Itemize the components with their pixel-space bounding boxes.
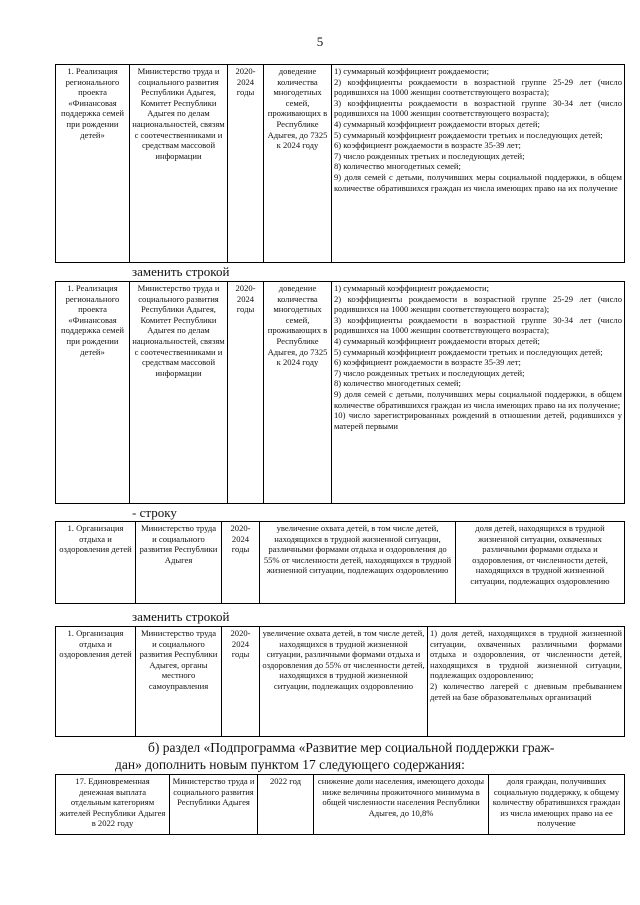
indicator: 1) суммарный коэффициент рождаемости; — [334, 66, 490, 76]
indicator: 6) коэффициент рождаемости в возрасте 35-39 лет; — [334, 357, 521, 368]
indicator: 7) число рожденных третьих и последующих детей; — [334, 150, 525, 161]
cell-result: доведение количества многодетных семей, проживающих в Республике Адыгея, до 7325 к 2024 году — [264, 65, 332, 263]
cell-indicators — [332, 282, 625, 504]
cell-name: 17. Единовременная денежная выплата отдельным категориям жителей Республики Адыгея в 2022 году — [56, 775, 170, 835]
table-row5 — [55, 774, 625, 835]
indicator: 3) коэффициенты рождаемости в возрастной группе 30-34 лет (число родившихся на 1000 женщин соответствующего возраста); — [334, 97, 622, 119]
cell-indicators — [428, 627, 625, 737]
cell-period: 2020-2024 годы — [222, 627, 260, 737]
cell-result: снижение доли населения, имеющего доходы ниже величины прожиточного минимума в общей численности населения Республики Адыгея, до 10,8% — [314, 775, 489, 835]
indicator: 9) доля семей с детьми, получивших меры социальной поддержки, в общем количестве обратившихся граждан из числа имеющих право на их получение — [334, 171, 622, 193]
section-heading-line2: дан» дополнить новым пунктом 17 следующего содержания: — [115, 757, 465, 772]
cell-executor: Министерство труда и социального развития Республики Адыгея — [136, 522, 222, 604]
cell-executor: Министерство труда и социального развития Республики Адыгея — [170, 775, 258, 835]
indicator: 1) суммарный коэффициент рождаемости; — [334, 283, 490, 293]
cell-result: увеличение охвата детей, в том числе детей, находящихся в трудной жизненной ситуации, различными формами отдыха и оздоровления до 55% от численности детей, находящихся в трудной жизненной ситуации, подлежащих оздоровлению — [260, 627, 428, 737]
cell-name: 1. Организация отдыха и оздоровления детей — [56, 627, 136, 737]
cell-executor: Министерство труда и социального развития Республики Адыгея, Комитет Республики Адыгея по делам национальностей, связям с соотечественниками и средствам массовой информации — [130, 65, 228, 263]
caption-replace: заменить строкой — [132, 264, 230, 279]
cell-indicators: доля детей, находящихся в трудной жизненной ситуации, охваченных различными формами отдыха и оздоровления, от численности детей, находящихся в трудной жизненной ситуации, подлежащих оздоровлению — [456, 522, 625, 604]
indicator: 5) суммарный коэффициент рождаемости третьих и последующих детей; — [334, 129, 603, 140]
table-row3 — [55, 521, 625, 604]
table-row4 — [55, 626, 625, 737]
cell-period: 2022 год — [258, 775, 314, 835]
section-heading-line1: б) раздел «Подпрограмма «Развитие мер социальной поддержки граж- — [148, 740, 555, 755]
caption-row: - строку — [132, 505, 177, 520]
page-number: 5 — [316, 34, 324, 49]
indicator: 4) суммарный коэффициент рождаемости вторых детей; — [334, 335, 540, 346]
indicator: 5) суммарный коэффициент рождаемости третьих и последующих детей; — [334, 346, 603, 357]
caption-replace: заменить строкой — [132, 609, 230, 624]
cell-period: 2020-2024 годы — [228, 65, 264, 263]
cell-name: 1. Реализация регионального проекта «Финансовая поддержка семей при рождении детей» — [56, 65, 130, 263]
cell-executor: Министерство труда и социального развития Республики Адыгея, органы местного самоуправления — [136, 627, 222, 737]
indicator: 9) доля семей с детьми, получивших меры социальной поддержки, в общем количестве обратившихся граждан из числа имеющих право на их получение; — [334, 388, 622, 410]
cell-period: 2020-2024 годы — [228, 282, 264, 504]
cell-name: 1. Организация отдыха и оздоровления детей — [56, 522, 136, 604]
indicator: 10) число зарегистрированных рождений в отношении детей, родившихся у матерей первыми — [334, 410, 622, 431]
cell-indicators — [332, 65, 625, 263]
indicator: 6) коэффициент рождаемости в возрасте 35-39 лет; — [334, 140, 521, 151]
indicator: 2) коэффициенты рождаемости в возрастной группе 25-29 лет (число родившихся на 1000 женщин соответствующего возраста); — [334, 293, 622, 315]
cell-executor: Министерство труда и социального развития Республики Адыгея, Комитет Республики Адыгея по делам национальностей, связям с соотечественниками и средствам массовой информации — [130, 282, 228, 504]
table-row2 — [55, 281, 625, 504]
indicator: 4) суммарный коэффициент рождаемости вторых детей; — [334, 118, 540, 129]
indicator: 2) коэффициенты рождаемости в возрастной группе 25-29 лет (число родившихся на 1000 женщин соответствующего возраста); — [334, 76, 622, 98]
indicator: 1) доля детей, находящихся в трудной жизненной ситуации, охваченных различными формами отдыха и оздоровления, от численности детей, находящихся в трудной жизненной ситуации, подлежащих оздоровлению; — [430, 628, 622, 681]
indicator: 8) количество многодетных семей; — [334, 161, 461, 172]
indicator: 7) число рожденных третьих и последующих детей; — [334, 367, 525, 378]
cell-indicators: доля граждан, получивших социальную поддержку, к общему количеству обратившихся граждан из числа имеющих право на ее получение — [489, 775, 625, 835]
indicator: 2) количество лагерей с дневным пребыванием детей на базе образовательных организаций — [430, 680, 622, 702]
table-row1 — [55, 64, 625, 263]
indicator: 8) количество многодетных семей; — [334, 378, 461, 389]
cell-name: 1. Реализация регионального проекта «Финансовая поддержка семей при рождении детей» — [56, 282, 130, 504]
cell-result: увеличение охвата детей, в том числе детей, находящихся в трудной жизненной ситуации, различными формами отдыха и оздоровления до 55% от численности детей, находящихся в трудной жизненной ситуации, подлежащих оздоровлению — [260, 522, 456, 604]
cell-result: доведение количества многодетных семей, проживающих в Республике Адыгея, до 7325 к 2024 году — [264, 282, 332, 504]
indicator: 3) коэффициенты рождаемости в возрастной группе 30-34 лет (число родившихся на 1000 женщин соответствующего возраста); — [334, 314, 622, 336]
cell-period: 2020-2024 годы — [222, 522, 260, 604]
